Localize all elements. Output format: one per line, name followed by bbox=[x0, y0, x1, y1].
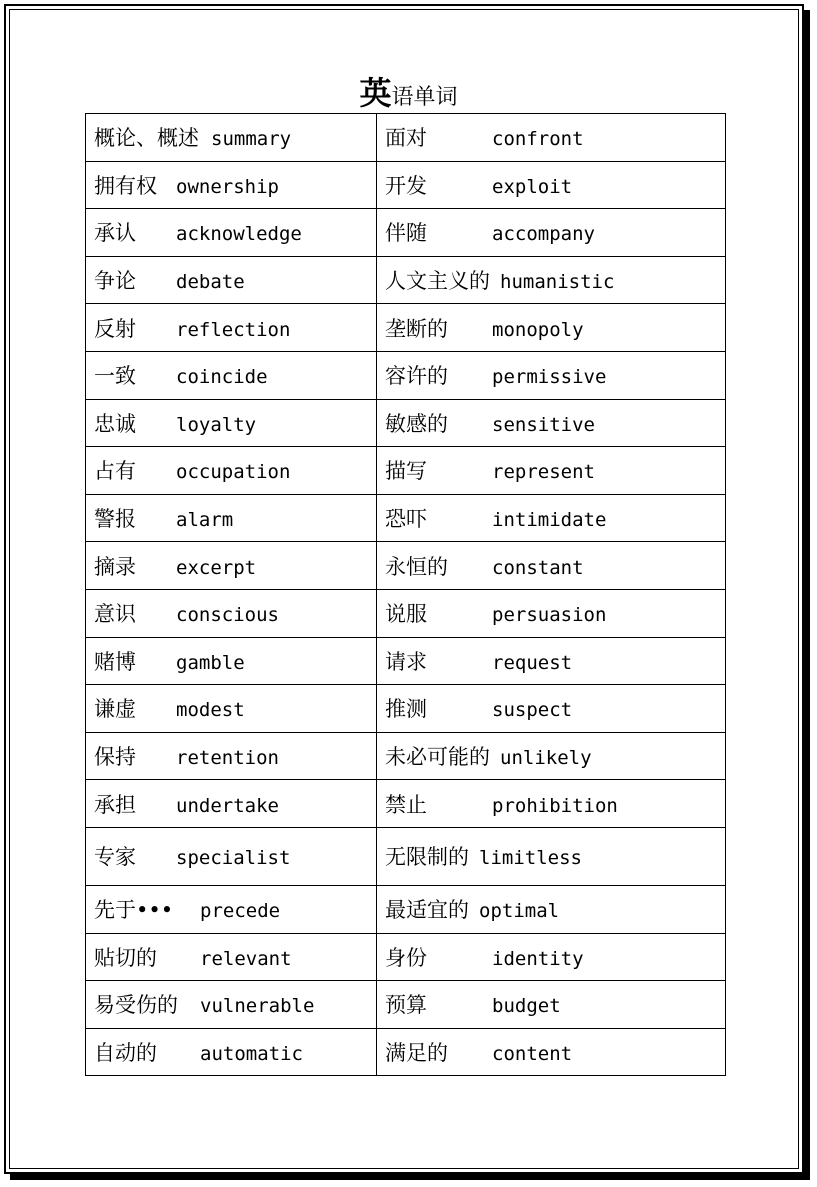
english-word: loyalty bbox=[176, 413, 257, 436]
english-word: gamble bbox=[176, 651, 245, 674]
table-row bbox=[86, 685, 726, 733]
left-cell bbox=[86, 256, 377, 304]
chinese-term: 永恒的 bbox=[385, 554, 448, 579]
english-word: unlikely bbox=[500, 747, 592, 770]
table-row bbox=[86, 885, 726, 933]
left-cell bbox=[86, 351, 377, 399]
table-row bbox=[86, 399, 726, 447]
page-title-first-char: 英 bbox=[359, 74, 392, 112]
left-cell bbox=[86, 447, 377, 495]
chinese-term: 恐吓 bbox=[385, 507, 427, 532]
english-word: specialist bbox=[176, 847, 291, 870]
chinese-term: 未必可能的 bbox=[385, 745, 490, 770]
right-cell bbox=[377, 447, 726, 495]
right-cell bbox=[377, 399, 726, 447]
right-cell bbox=[377, 732, 726, 780]
chinese-term: 贴切的 bbox=[94, 945, 157, 970]
table-row bbox=[86, 780, 726, 828]
chinese-term: 面对 bbox=[385, 126, 427, 151]
chinese-term: 易受伤的 bbox=[94, 993, 178, 1018]
chinese-term: 无限制的 bbox=[385, 845, 469, 870]
english-word: occupation bbox=[176, 461, 291, 484]
table-row bbox=[86, 161, 726, 209]
right-cell bbox=[377, 209, 726, 257]
table-row bbox=[86, 542, 726, 590]
english-word: request bbox=[492, 651, 573, 674]
left-cell bbox=[86, 494, 377, 542]
right-cell bbox=[377, 885, 726, 933]
table-row bbox=[86, 827, 726, 885]
chinese-term: 描写 bbox=[385, 459, 427, 484]
table-row bbox=[86, 209, 726, 257]
english-word: optimal bbox=[479, 900, 560, 923]
right-cell bbox=[377, 304, 726, 352]
english-word: limitless bbox=[479, 847, 582, 870]
chinese-term: 容许的 bbox=[385, 364, 448, 389]
english-word: retention bbox=[176, 747, 279, 770]
chinese-term: 最适宜的 bbox=[385, 898, 469, 923]
english-word: vulnerable bbox=[200, 995, 315, 1018]
chinese-term: 伴随 bbox=[385, 221, 427, 246]
table-row bbox=[86, 981, 726, 1029]
chinese-term: 人文主义的 bbox=[385, 269, 490, 294]
english-word: represent bbox=[492, 461, 595, 484]
english-word: accompany bbox=[492, 223, 595, 246]
page-title-rest: 语单词 bbox=[391, 85, 458, 110]
english-word: suspect bbox=[492, 699, 573, 722]
english-word: ownership bbox=[176, 175, 279, 198]
english-word: confront bbox=[492, 128, 584, 151]
chinese-term: 赌博 bbox=[94, 649, 136, 674]
right-cell bbox=[377, 685, 726, 733]
left-cell bbox=[86, 637, 377, 685]
left-cell bbox=[86, 542, 377, 590]
chinese-term: 一致 bbox=[94, 364, 136, 389]
chinese-term: 先于••• bbox=[94, 898, 174, 923]
left-cell bbox=[86, 589, 377, 637]
chinese-term: 警报 bbox=[94, 507, 136, 532]
english-word: prohibition bbox=[492, 794, 618, 817]
left-cell bbox=[86, 780, 377, 828]
left-cell bbox=[86, 981, 377, 1029]
left-cell bbox=[86, 933, 377, 981]
right-cell bbox=[377, 1028, 726, 1076]
chinese-term: 承担 bbox=[94, 792, 136, 817]
table-row bbox=[86, 637, 726, 685]
english-word: intimidate bbox=[492, 509, 607, 532]
chinese-term: 敏感的 bbox=[385, 411, 448, 436]
english-word: acknowledge bbox=[176, 223, 302, 246]
english-word: modest bbox=[176, 699, 245, 722]
right-cell bbox=[377, 542, 726, 590]
english-word: content bbox=[492, 1042, 573, 1065]
right-cell bbox=[377, 637, 726, 685]
chinese-term: 说服 bbox=[385, 602, 427, 627]
english-word: constant bbox=[492, 556, 584, 579]
left-cell bbox=[86, 209, 377, 257]
table-row bbox=[86, 256, 726, 304]
chinese-term: 拥有权 bbox=[94, 173, 157, 198]
chinese-term: 身份 bbox=[385, 945, 427, 970]
right-cell bbox=[377, 114, 726, 162]
english-word: relevant bbox=[200, 947, 292, 970]
table-row bbox=[86, 589, 726, 637]
right-cell bbox=[377, 256, 726, 304]
table-row bbox=[86, 1028, 726, 1076]
english-word: precede bbox=[200, 900, 281, 923]
english-word: sensitive bbox=[492, 413, 595, 436]
chinese-term: 争论 bbox=[94, 269, 136, 294]
left-cell bbox=[86, 732, 377, 780]
table-row bbox=[86, 447, 726, 495]
left-cell bbox=[86, 1028, 377, 1076]
table-row bbox=[86, 351, 726, 399]
right-cell bbox=[377, 933, 726, 981]
left-cell bbox=[86, 685, 377, 733]
table-row bbox=[86, 933, 726, 981]
chinese-term: 承认 bbox=[94, 221, 136, 246]
chinese-term: 专家 bbox=[94, 845, 136, 870]
chinese-term: 自动的 bbox=[94, 1040, 157, 1065]
english-word: coincide bbox=[176, 366, 268, 389]
english-word: identity bbox=[492, 947, 584, 970]
table-row bbox=[86, 114, 726, 162]
chinese-term: 谦虚 bbox=[94, 697, 136, 722]
chinese-term: 概论、概述 bbox=[94, 126, 199, 151]
english-word: excerpt bbox=[176, 556, 257, 579]
english-word: conscious bbox=[176, 604, 279, 627]
table-row bbox=[86, 304, 726, 352]
table-row bbox=[86, 494, 726, 542]
english-word: undertake bbox=[176, 794, 279, 817]
left-cell bbox=[86, 114, 377, 162]
right-cell bbox=[377, 981, 726, 1029]
chinese-term: 推测 bbox=[385, 697, 427, 722]
chinese-term: 保持 bbox=[94, 745, 136, 770]
left-cell bbox=[86, 304, 377, 352]
right-cell bbox=[377, 351, 726, 399]
chinese-term: 意识 bbox=[94, 602, 136, 627]
english-word: summary bbox=[211, 128, 292, 151]
english-word: alarm bbox=[176, 509, 234, 532]
chinese-term: 禁止 bbox=[385, 792, 427, 817]
chinese-term: 忠诚 bbox=[94, 411, 136, 436]
vocabulary-table bbox=[85, 113, 726, 1076]
english-word: permissive bbox=[492, 366, 607, 389]
chinese-term: 开发 bbox=[385, 173, 427, 198]
chinese-term: 预算 bbox=[385, 993, 427, 1018]
right-cell bbox=[377, 494, 726, 542]
left-cell bbox=[86, 161, 377, 209]
left-cell bbox=[86, 885, 377, 933]
page-title bbox=[0, 68, 817, 114]
right-cell bbox=[377, 780, 726, 828]
right-cell bbox=[377, 589, 726, 637]
chinese-term: 反射 bbox=[94, 316, 136, 341]
left-cell bbox=[86, 827, 377, 885]
english-word: automatic bbox=[200, 1042, 303, 1065]
chinese-term: 请求 bbox=[385, 649, 427, 674]
english-word: humanistic bbox=[500, 271, 615, 294]
right-cell bbox=[377, 827, 726, 885]
english-word: debate bbox=[176, 271, 245, 294]
chinese-term: 摘录 bbox=[94, 554, 136, 579]
english-word: reflection bbox=[176, 318, 291, 341]
english-word: exploit bbox=[492, 175, 573, 198]
table-row bbox=[86, 732, 726, 780]
vocabulary-table-body bbox=[86, 114, 726, 1076]
chinese-term: 垄断的 bbox=[385, 316, 448, 341]
english-word: persuasion bbox=[492, 604, 607, 627]
english-word: monopoly bbox=[492, 318, 584, 341]
chinese-term: 满足的 bbox=[385, 1040, 448, 1065]
chinese-term: 占有 bbox=[94, 459, 136, 484]
right-cell bbox=[377, 161, 726, 209]
left-cell bbox=[86, 399, 377, 447]
english-word: budget bbox=[492, 995, 561, 1018]
